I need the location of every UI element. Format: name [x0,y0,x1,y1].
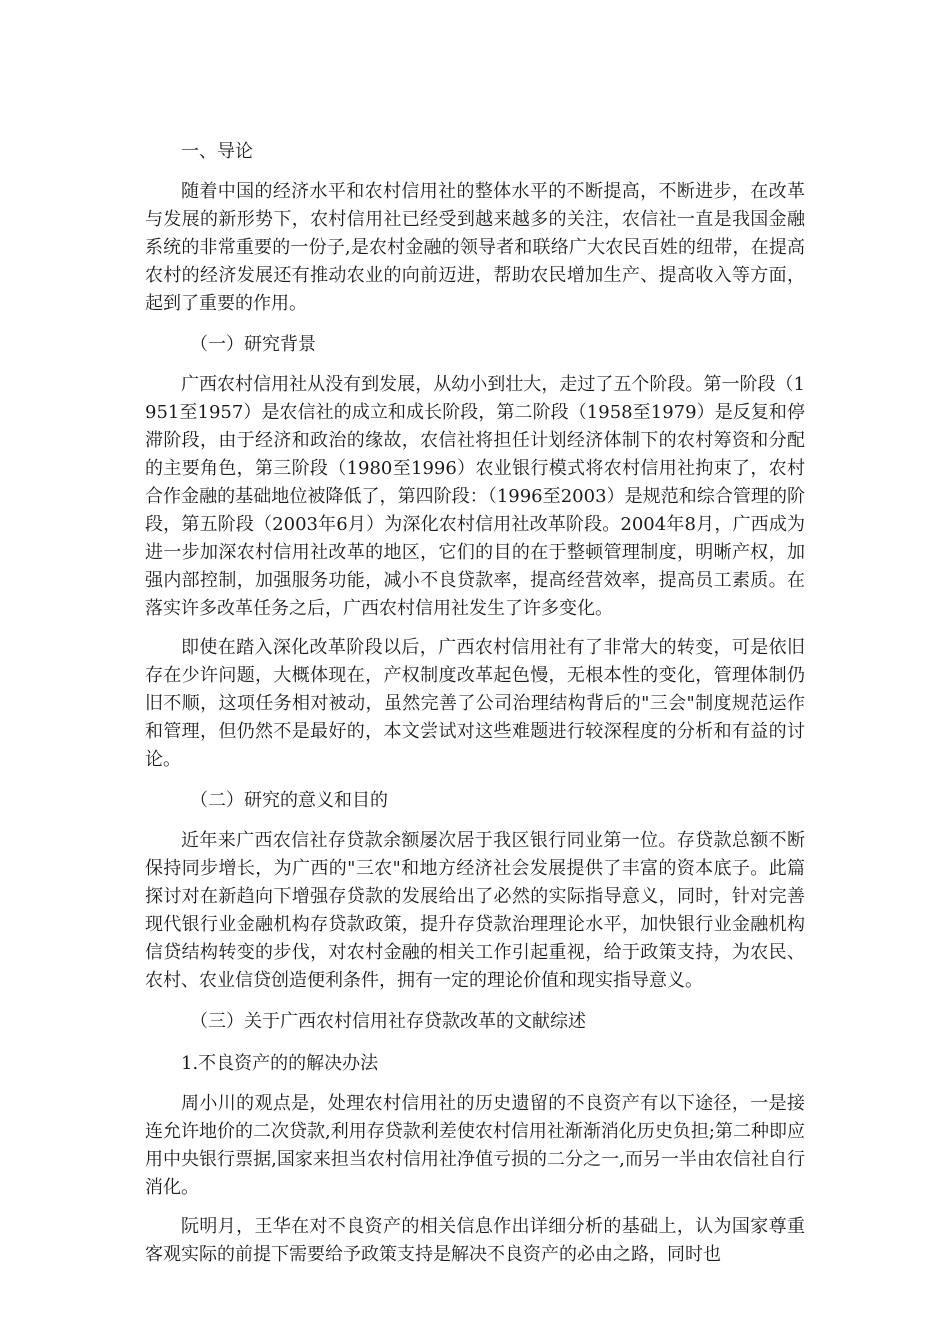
section-heading-significance: （二）研究的意义和目的 [190,790,388,811]
paragraph-zhou-xiaochuan: 周小川的观点是，处理农村信用社的历史遗留的不良资产有以下途径，一是接连允许地价的二次贷款,利用存贷款利差使农村信用社渐渐消化历史负担;第二种即应用中央银行票据,国家来担当农村信用社净值亏损的二分之一,而另一半由农信社自行消化。 [145,1093,805,1198]
section-heading-literature-review: （三）关于广西农村信用社存贷款改革的文献综述 [190,1011,586,1032]
paragraph-significance: 近年来广西农信社存贷款余额屡次居于我区银行同业第一位。存贷款总额不断保持同步增长，为广西的"三农"和地方经济社会发展提供了丰富的资本底子。此篇探讨对在新趋向下增强存贷款的发展给出了必然的实际指导意义，同时，针对完善现代银行业金融机构存贷款政策，提升存贷款治理理论水平，加快银行业金融机构信贷结构转变的步伐，对农村金融的相关工作引起重视，给于政策支持，为农民、农村、农业信贷创造便利条件，拥有一定的理论价值和现实指导意义。 [145,830,805,991]
subsection-heading-bad-assets: 1.不良资产的的解决办法 [181,1053,379,1074]
paragraph-background-problems: 即使在踏入深化改革阶段以后，广西农村信用社有了非常大的转变，可是依旧存在少许问题，大概体现在，产权制度改革起色慢，无根本性的变化，管理体制仍旧不顺，这项任务相对被动，虽然完善了公司治理结构背后的"三会"制度规范运作和管理，但仍然不是最好的，本文尝试对这些难题进行较深程度的分析和有益的讨论。 [145,637,805,770]
paragraph-ruan-mingyue: 阮明月，王华在对不良资产的相关信息作出详细分析的基础上，认为国家尊重客观实际的前提下需要给予政策支持是解决不良资产的必由之路，同时也 [145,1216,805,1265]
section-heading-intro: 一、导论 [181,141,253,162]
section-heading-background: （一）研究背景 [190,334,316,355]
paragraph-background-stages: 广西农村信用社从没有到发展，从幼小到壮大，走过了五个阶段。第一阶段（1951至1957）是农信社的成立和成长阶段，第二阶段（1958至1979）是反复和停滞阶段，由于经济和政治的缘故，农信社将担任计划经济体制下的农村筹资和分配的主要角色，第三阶段（1980至1996）农业银行模式将农村信用社拘束了，农村合作金融的基础地位被降低了，第四阶段：（1996至2003）是规范和综合管理的阶段，第五阶段（2003年6月）为深化农村信用社改革阶段。2004年8月，广西成为进一步加深农村信用社改革的地区，它们的目的在于整顿管理制度，明晰产权，加强内部控制，加强服务功能，减小不良贷款率，提高经营效率，提高员工素质。在落实许多改革任务之后，广西农村信用社发生了许多变化。 [145,374,805,619]
paragraph-intro: 随着中国的经济水平和农村信用社的整体水平的不断提高，不断进步，在改革与发展的新形势下，农村信用社已经受到越来越多的关注，农信社一直是我国金融系统的非常重要的一份子,是农村金融的领导者和联络广大农民百姓的纽带，在提高农村的经济发展还有推动农业的向前迈进，帮助农民增加生产、提高收入等方面，起到了重要的作用。 [145,181,805,314]
document-body [145,136,805,1280]
